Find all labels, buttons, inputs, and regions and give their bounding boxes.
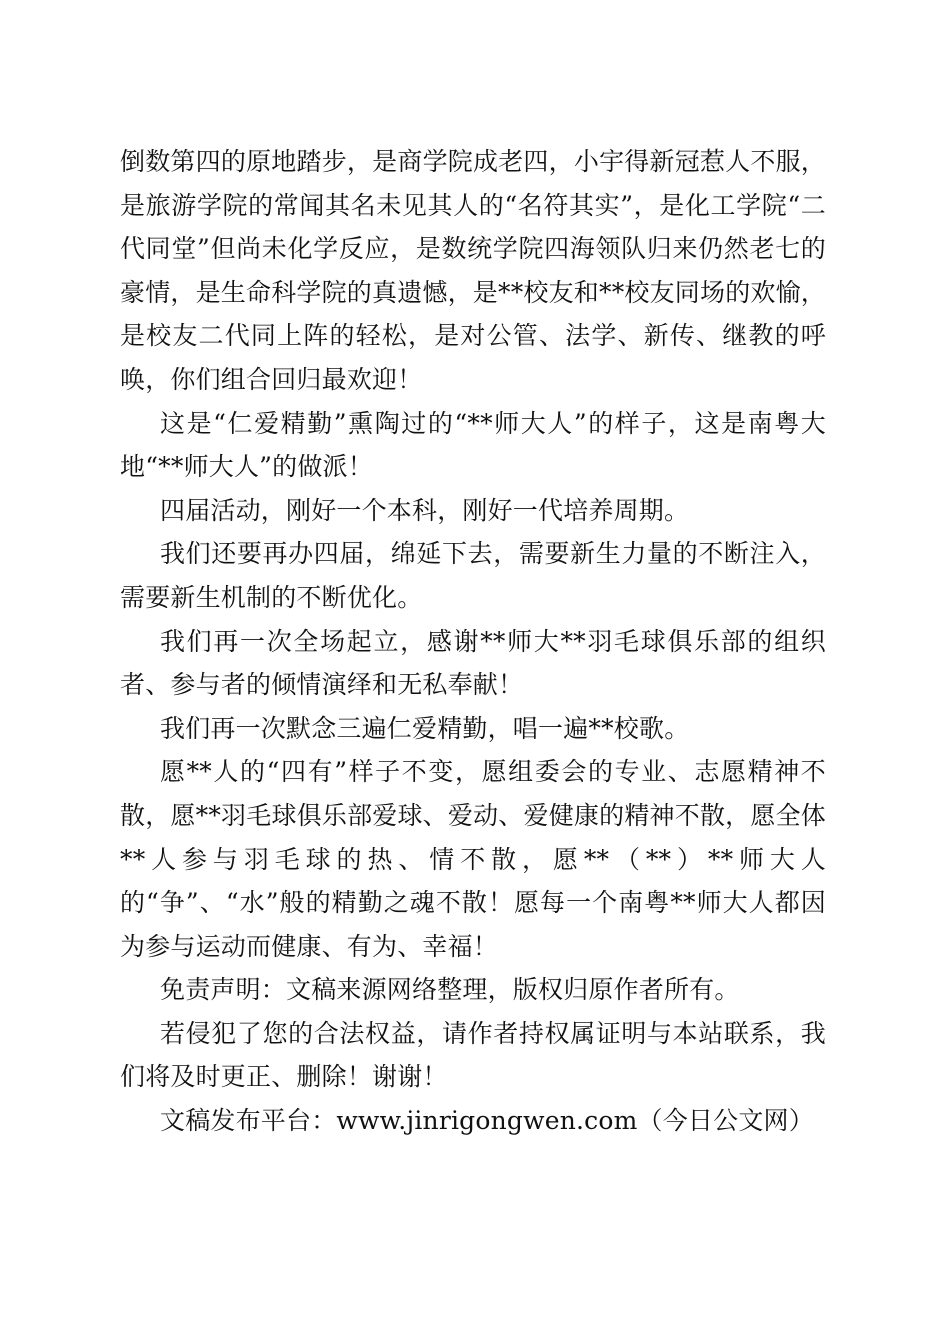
disclaimer-paragraph: 免责声明：文稿来源网络整理，版权归原作者所有。: [160, 975, 740, 1005]
paragraph-6: 我们再一次默念三遍仁爱精勤，唱一遍**校歌。: [160, 713, 690, 743]
paragraph-1: 倒数第四的原地踏步，是商学院成老四，小宇得新冠惹人不服，是旅游学院的常闻其名未见其人的“名符其实”，是化工学院“二代同堂”但尚未化学反应，是数统学院四海领队归来仍然老七的豪情，是生命科学院的真遗憾，是**校友和**校友同场的欢愉，是校友二代同上阵的轻松，是对公管、法学、新传、继教的呼唤，你们组合回归最欢迎！: [120, 147, 827, 394]
paragraph-4: 我们还要再办四届，绵延下去，需要新生力量的不断注入，需要新生机制的不断优化。: [120, 539, 826, 612]
document-body: [120, 140, 826, 1143]
paragraph-2: 这是“仁爱精勤”熏陶过的“**师大人”的样子，这是南粤大地“**师大人”的做派！: [120, 408, 826, 482]
paragraph-7: 愿**人的“四有”样子不变，愿组委会的专业、志愿精神不散，愿**羽毛球俱乐部爱球、爱动、爱健康的精神不散，愿全体**人参与羽毛球的热、情不散，愿**（**）**师大人的“争”、“水”般的精勤之魂不散！愿每一个南粤**师大人都因为参与运动而健康、有为、幸福！: [120, 757, 826, 961]
paragraph-5: 我们再一次全场起立，感谢**师大**羽毛球俱乐部的组织者、参与者的倾情演绎和无私奉献！: [120, 626, 826, 700]
publishing-platform-paragraph: 文稿发布平台：www.jinrigongwen.com（今日公文网）: [160, 1106, 814, 1136]
paragraph-3: 四届活动，刚好一个本科，刚好一代培养周期。: [160, 495, 690, 525]
infringement-notice-paragraph: 若侵犯了您的合法权益，请作者持权属证明与本站联系，我们将及时更正、删除！谢谢！: [120, 1018, 826, 1092]
